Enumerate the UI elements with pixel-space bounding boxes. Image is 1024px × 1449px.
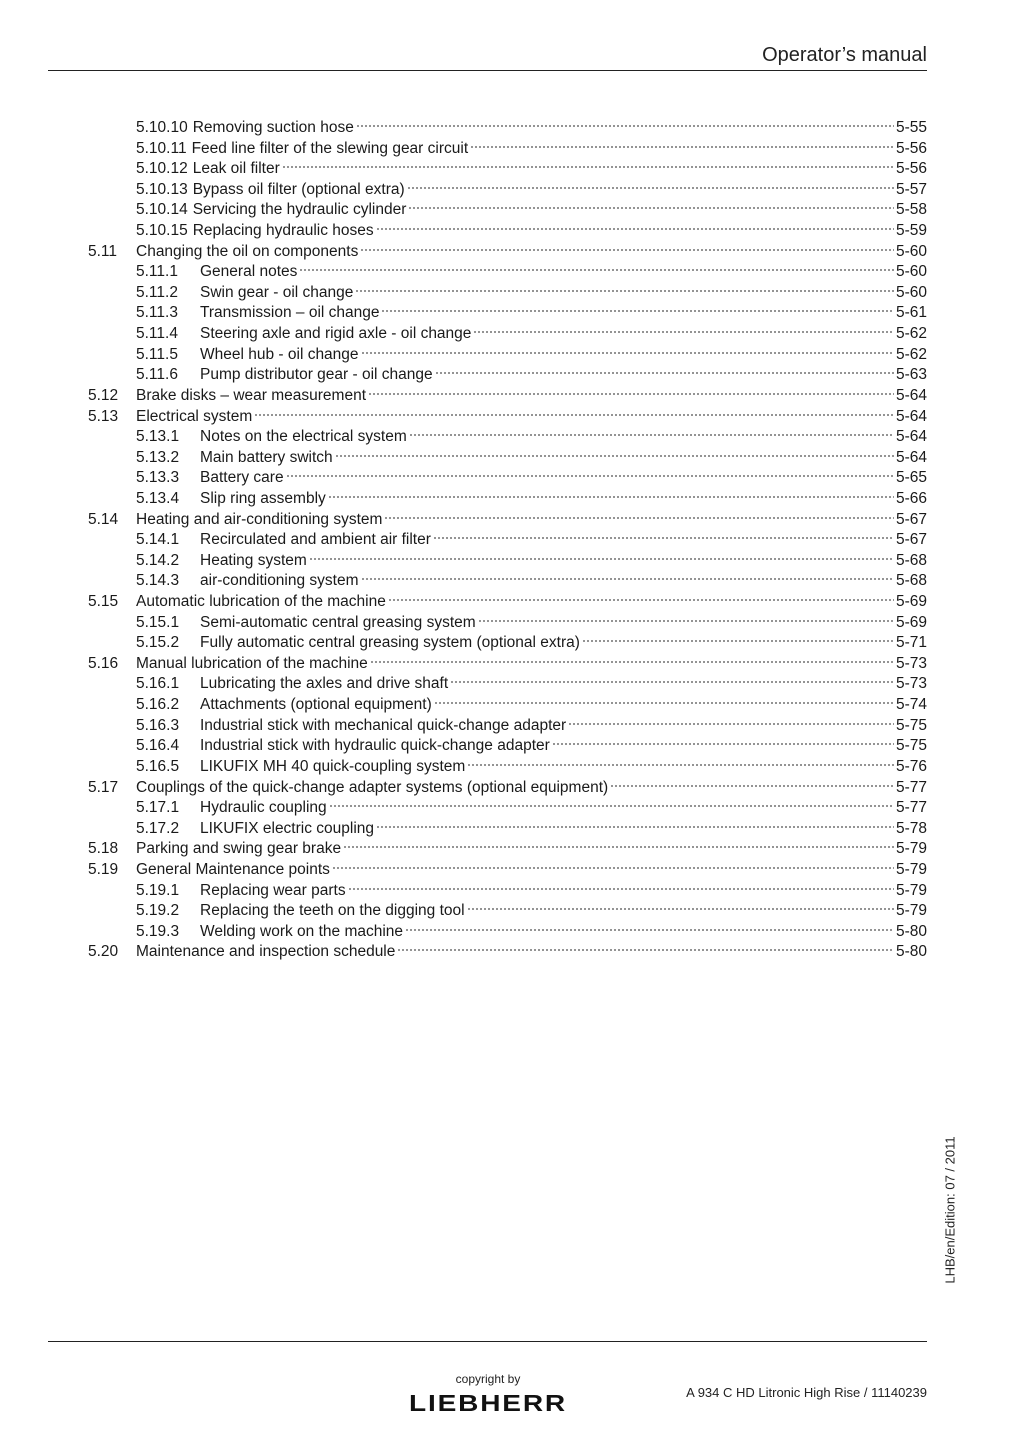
toc-entry-title: LIKUFIX MH 40 quick-coupling system [200,757,466,775]
toc-entry-page: 5-80 [895,922,927,940]
toc-dot-leader [408,206,894,210]
toc-entry-page: 5-79 [895,881,927,899]
toc-entry-title: LIKUFIX electric coupling [200,819,375,837]
toc-entry[interactable] [88,716,927,737]
toc-entry-number: 5.12 [88,386,119,404]
toc-entry[interactable] [88,551,927,572]
toc-entry-title: Feed line filter of the slewing gear circuit [191,139,469,157]
toc-entry-page: 5-63 [895,366,927,384]
toc-entry-title: Fully automatic central greasing system (optional extra) [200,634,580,652]
header-divider [48,70,927,71]
toc-dot-leader [470,145,894,149]
toc-dot-leader [299,268,894,272]
toc-entry-number: 5.15.1 [136,613,180,631]
toc-entry[interactable] [88,345,927,366]
toc-entry-number: 5.16.4 [136,737,180,755]
toc-entry-number: 5.11.4 [136,325,178,343]
toc-entry-number: 5.13 [88,407,119,425]
toc-entry[interactable] [88,592,927,613]
toc-entry-number: 5.16.2 [136,696,180,714]
toc-entry-page: 5-75 [895,737,927,755]
toc-entry-page: 5-62 [895,325,927,343]
toc-entry-page: 5-68 [895,572,927,590]
toc-entry-number: 5.17.1 [136,799,180,817]
copyright-text: copyright by [455,1372,521,1386]
toc-entry[interactable] [88,303,927,324]
toc-dot-leader [332,866,894,870]
toc-entry-page: 5-67 [895,531,927,549]
toc-entry-page: 5-64 [895,407,927,425]
toc-entry-page: 5-77 [895,778,927,796]
toc-entry[interactable] [88,365,927,386]
toc-entry[interactable] [88,695,927,716]
toc-entry[interactable] [88,757,927,778]
toc-entry-page: 5-60 [895,263,927,281]
toc-entry-number: 5.11.1 [136,263,178,281]
toc-entry-page: 5-79 [895,902,927,920]
toc-dot-leader [361,351,894,355]
toc-entry-number: 5.17 [88,778,119,796]
toc-dot-leader [381,309,893,313]
toc-dot-leader [368,392,894,396]
toc-dot-leader [610,784,894,788]
table-of-contents [88,118,927,963]
toc-entry-number: 5.11.5 [136,345,178,363]
toc-entry[interactable] [88,736,927,757]
toc-dot-leader [568,722,894,726]
toc-entry-number: 5.18 [88,840,119,858]
toc-entry-number: 5.14.3 [136,572,180,590]
toc-entry-title: Wheel hub - oil change [200,345,359,363]
toc-dot-leader [467,763,894,767]
toc-dot-leader [329,804,894,808]
toc-entry-number: 5.13.4 [136,489,180,507]
toc-entry-title: Industrial stick with mechanical quick-change adapter [200,716,567,734]
toc-entry-title: General notes [200,263,298,281]
toc-dot-leader [397,948,894,952]
toc-entry-page: 5-75 [895,716,927,734]
toc-entry[interactable] [88,324,927,345]
toc-dot-leader [435,371,894,375]
toc-entry-number: 5.10.15 [136,222,188,240]
toc-entry[interactable] [88,571,927,592]
toc-dot-leader [335,454,894,458]
toc-entry-title: Lubricating the axles and drive shaft [200,675,449,693]
toc-entry-number: 5.13.3 [136,469,180,487]
toc-dot-leader [409,433,894,437]
toc-entry-title: Couplings of the quick-change adapter systems (optional equipment) [136,778,609,796]
toc-entry[interactable] [88,839,927,860]
document-id: A 934 C HD Litronic High Rise / 11140239 [686,1385,927,1400]
toc-entry-title: Hydraulic coupling [200,799,327,817]
toc-entry-number: 5.19.1 [136,881,180,899]
toc-entry-title: Replacing hydraulic hoses [192,222,374,240]
toc-entry-page: 5-65 [895,469,927,487]
toc-entry-title: Recirculated and ambient air filter [200,531,431,549]
toc-entry[interactable] [88,283,927,304]
toc-dot-leader [356,124,894,128]
toc-entry[interactable] [88,407,927,428]
toc-entry-number: 5.13.1 [136,428,180,446]
toc-entry-title: Semi-automatic central greasing system [200,613,476,631]
toc-entry-number: 5.11.6 [136,366,178,384]
toc-entry-title: Slip ring assembly [200,489,326,507]
toc-entry-number: 5.16.3 [136,716,180,734]
toc-entry-page: 5-57 [895,180,927,198]
toc-dot-leader [433,536,894,540]
toc-entry-title: Industrial stick with hydraulic quick-change adapter [200,737,550,755]
toc-entry-title: Electrical system [136,407,253,425]
toc-dot-leader [388,598,894,602]
toc-entry-title: Main battery switch [200,448,333,466]
toc-entry-page: 5-55 [895,119,927,136]
toc-entry-number: 5.19.2 [136,902,180,920]
toc-entry-title: Battery care [200,469,284,487]
toc-entry[interactable] [88,674,927,695]
toc-entry-number: 5.19 [88,860,119,878]
toc-entry[interactable] [88,881,927,902]
toc-dot-leader [286,474,894,478]
toc-entry-title: Brake disks – wear measurement [136,386,367,404]
toc-entry-number: 5.10.12 [136,160,188,178]
toc-entry-title: Bypass oil filter (optional extra) [192,180,405,198]
toc-entry-title: Replacing the teeth on the digging tool [200,902,465,920]
toc-entry-title: Replacing wear parts [200,881,346,899]
toc-entry[interactable] [88,262,927,283]
toc-entry[interactable] [88,468,927,489]
toc-entry-title: Welding work on the machine [200,922,404,940]
toc-entry-page: 5-58 [895,201,927,219]
toc-dot-leader [450,680,894,684]
toc-entry[interactable] [88,386,927,407]
toc-entry-title: Automatic lubrication of the machine [136,593,386,611]
toc-entry[interactable] [88,448,927,469]
toc-entry[interactable] [88,798,927,819]
toc-entry[interactable] [88,200,927,221]
toc-entry-number: 5.14.1 [136,531,180,549]
toc-entry-page: 5-64 [895,448,927,466]
toc-entry[interactable] [88,221,927,242]
toc-entry-page: 5-67 [895,510,927,528]
toc-entry-number: 5.11.2 [136,283,178,301]
toc-dot-leader [328,495,894,499]
toc-dot-leader [552,742,894,746]
toc-entry[interactable] [88,118,927,139]
toc-entry-page: 5-69 [895,613,927,631]
toc-dot-leader [407,186,894,190]
toc-entry-number: 5.16.5 [136,757,180,775]
toc-entry-page: 5-62 [895,345,927,363]
toc-entry-page: 5-60 [895,283,927,301]
toc-entry-number: 5.19.3 [136,922,180,940]
toc-entry-page: 5-59 [895,222,927,240]
logo-wordmark: LIEBHERR [409,1390,567,1416]
toc-entry-page: 5-77 [895,799,927,817]
toc-entry-number: 5.10.11 [136,139,187,157]
toc-entry[interactable] [88,922,927,943]
toc-dot-leader [361,577,894,581]
toc-entry-title: Transmission – oil change [200,304,380,322]
toc-entry-title: General Maintenance points [136,860,330,878]
toc-entry[interactable] [88,489,927,510]
toc-entry[interactable] [88,633,927,654]
toc-entry-page: 5-64 [895,428,927,446]
liebherr-logo [407,1390,569,1416]
toc-entry-number: 5.11.3 [136,304,178,322]
toc-entry-page: 5-64 [895,386,927,404]
toc-entry-page: 5-76 [895,757,927,775]
toc-entry-number: 5.15.2 [136,634,180,652]
toc-entry-page: 5-56 [895,160,927,178]
toc-entry-page: 5-79 [895,860,927,878]
toc-entry[interactable] [88,778,927,799]
toc-entry[interactable] [88,942,927,963]
toc-entry-title: Removing suction hose [192,119,354,136]
toc-dot-leader [434,701,894,705]
toc-dot-leader [343,845,894,849]
toc-entry-number: 5.10.10 [136,119,188,136]
toc-entry-page: 5-79 [895,840,927,858]
toc-entry[interactable] [88,427,927,448]
toc-dot-leader [478,619,894,623]
toc-entry[interactable] [88,242,927,263]
toc-entry-title: Changing the oil on components [136,242,359,260]
toc-dot-leader [370,660,894,664]
toc-dot-leader [348,887,894,891]
toc-entry-number: 5.15 [88,593,119,611]
toc-entry-title: Manual lubrication of the machine [136,654,368,672]
toc-entry-page: 5-56 [895,139,927,157]
toc-entry-page: 5-60 [895,242,927,260]
toc-entry-title: air-conditioning system [200,572,359,590]
toc-entry-title: Swin gear - oil change [200,283,354,301]
toc-entry-number: 5.20 [88,943,119,961]
toc-entry-page: 5-80 [895,943,927,961]
toc-entry[interactable] [88,530,927,551]
toc-dot-leader [376,825,894,829]
edition-note-text: LHB/en/Edition: 07 / 2011 [942,1136,958,1284]
toc-entry[interactable] [88,139,927,160]
toc-dot-leader [282,165,894,169]
toc-entry-page: 5-73 [895,675,927,693]
toc-entry[interactable] [88,613,927,634]
toc-entry-page: 5-71 [895,634,927,652]
toc-entry-title: Leak oil filter [192,160,280,178]
toc-dot-leader [582,639,894,643]
toc-entry[interactable] [88,159,927,180]
toc-entry-number: 5.14 [88,510,119,528]
toc-dot-leader [355,289,894,293]
toc-entry[interactable] [88,510,927,531]
toc-entry-page: 5-78 [895,819,927,837]
toc-dot-leader [376,227,894,231]
toc-dot-leader [360,248,894,252]
toc-entry-title: Heating and air-conditioning system [136,510,383,528]
toc-entry-number: 5.10.13 [136,180,188,198]
toc-entry-page: 5-69 [895,593,927,611]
toc-entry[interactable] [88,180,927,201]
toc-entry-title: Notes on the electrical system [200,428,407,446]
toc-entry-title: Parking and swing gear brake [136,840,342,858]
toc-entry-page: 5-74 [895,696,927,714]
toc-entry[interactable] [88,860,927,881]
toc-entry-title: Heating system [200,551,307,569]
toc-entry-number: 5.10.14 [136,201,188,219]
toc-entry-title: Maintenance and inspection schedule [136,943,396,961]
toc-entry-number: 5.16 [88,654,119,672]
toc-entry-page: 5-61 [895,304,927,322]
toc-dot-leader [405,928,894,932]
toc-entry-title: Servicing the hydraulic cylinder [192,201,407,219]
toc-entry-page: 5-68 [895,551,927,569]
page-header-title: Operator’s manual [762,44,927,66]
toc-entry-number: 5.17.2 [136,819,180,837]
toc-entry-number: 5.13.2 [136,448,180,466]
toc-dot-leader [254,413,894,417]
toc-entry-page: 5-66 [895,489,927,507]
toc-entry-title: Pump distributor gear - oil change [200,366,433,384]
footer-divider [48,1341,927,1342]
toc-dot-leader [467,907,894,911]
toc-entry[interactable] [88,819,927,840]
toc-entry-number: 5.16.1 [136,675,180,693]
toc-entry-title: Steering axle and rigid axle - oil change [200,325,472,343]
toc-entry[interactable] [88,901,927,922]
edition-note [930,1136,970,1284]
toc-entry-page: 5-73 [895,654,927,672]
toc-entry-number: 5.11 [88,242,118,260]
toc-entry-title: Attachments (optional equipment) [200,696,432,714]
toc-dot-leader [473,330,894,334]
toc-entry[interactable] [88,654,927,675]
toc-entry-number: 5.14.2 [136,551,180,569]
toc-dot-leader [309,557,894,561]
toc-dot-leader [384,516,894,520]
